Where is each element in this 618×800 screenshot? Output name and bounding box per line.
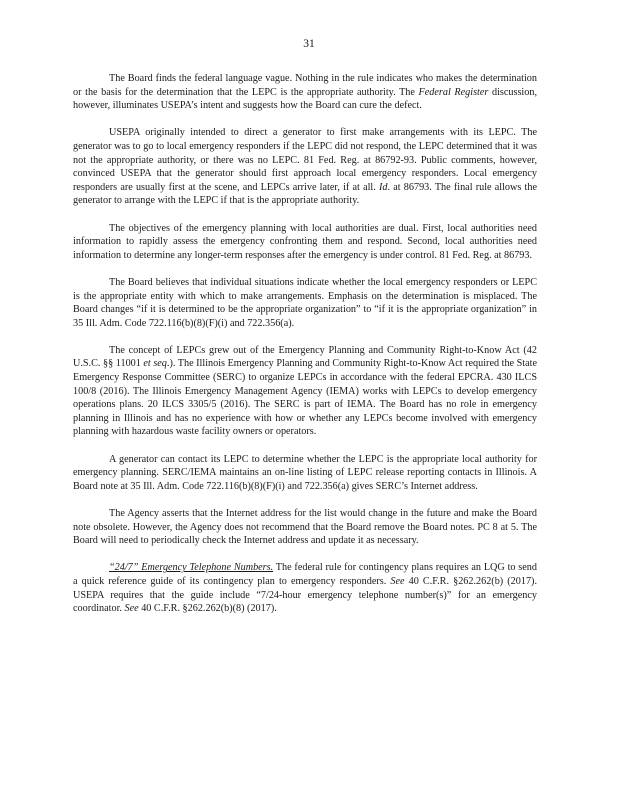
paragraph-text: The Board believes that individual situations indicate whether the local emergency responders or LEPC is the appropriate entity with which to make arrangements. Emphasis on the determination is misplaced. The Board changes “if it is determined to be the appropriate organization” to “if it is the appropriate organization” in 35 Ill. Adm. Code 722.116(b)(8)(F)(i) and 722.356(a).: [73, 276, 537, 329]
italic-text: See: [390, 575, 405, 587]
paragraph-text: discussion, however, illuminates USEPA’s intent and suggests how the Board can cure the defect.: [73, 86, 537, 112]
section-heading: “24/7” Emergency Telephone Numbers.: [109, 562, 274, 574]
paragraph-text: 40 C.F.R. §262.262(b)(8) (2017).: [138, 603, 277, 615]
paragraph: [73, 276, 537, 330]
page-number: 31: [303, 38, 315, 50]
paragraph-text: The Agency asserts that the Internet address for the list would change in the future and make the Board note obsolete. However, the Agency does not recommend that the Board remove the Board notes. PC 8 at 5. The Board will need to periodically check the Internet address and update it as necessary.: [73, 508, 537, 547]
paragraph-text: The concept of LEPCs grew out of the Emergency Planning and Community Right-to-Know Act (42 U.S.C. §§ 11001: [73, 344, 537, 370]
paragraph-text: A generator can contact its LEPC to determine whether the LEPC is the appropriate local authority for emergency planning. SERC/IEMA maintains an on-line listing of LEPC release reporting contacts in Illinois. A Board note at 35 Ill. Adm. Code 722.116(b)(8)(F)(i) and 722.356(a) gives SERC’s Internet address.: [73, 453, 537, 492]
italic-text: Federal Register: [418, 86, 489, 98]
document-body: [73, 72, 537, 629]
italic-text: Id: [379, 181, 388, 193]
paragraph-text: 40 C.F.R. §262.262(b) (2017). USEPA requires that the guide include “7/24-hour emergency telephone number(s)” for an emergency coordinator.: [73, 575, 537, 615]
italic-text: et seq: [143, 358, 167, 370]
paragraph-text: The federal rule for contingency plans requires an LQG to send a quick reference guide of its contingency plan to emergency responders.: [73, 562, 537, 587]
paragraph: [73, 561, 537, 615]
paragraph-text: . at 86793. The final rule allows the generator to arrange with the LEPC if that is the appropriate authority.: [73, 181, 537, 207]
paragraph-text: The objectives of the emergency planning with local authorities are dual. First, local authorities need information to rapidly assess the emergency confronting them and respond. Second, local authorities need information to determine any longer-term responses after the emergency is under control. 81 Fed. Reg. at 86793.: [73, 222, 537, 261]
paragraph: [73, 126, 537, 208]
paragraph: [73, 222, 537, 263]
italic-text: See: [124, 603, 139, 615]
paragraph: [73, 507, 537, 548]
paragraph: [73, 72, 537, 113]
paragraph-text: The Board finds the federal language vague. Nothing in the rule indicates who makes the determination or the basis for the determination that the LEPC is the appropriate authority. The: [73, 73, 537, 98]
paragraph-text: .). The Illinois Emergency Planning and Community Right-to-Know Act required the State Emergency Response Committee (SERC) to organize LEPCs in accordance with the federal EPCRA. 430 ILCS 100/8 (2016). The Illinois Emergency Management Agency (IEMA) works with LEPCs to develop emergency operations plans. 20 ILCS 3305/5 (2016). The SERC is part of IEMA. The Board has no role in emergency planning in Illinois and has no experience with how or whether any LEPCs become involved with emergency planning with hazardous waste facility owners or operators.: [73, 358, 537, 438]
paragraph-text: USEPA originally intended to direct a generator to first make arrangements with its LEPC. The generator was to go to local emergency responders if the LEPC did not respond, the LEPC determined that it was not the appropriate authority, or there was no LEPC. 81 Fed. Reg. at 86792-93. Public comments, however, convinced USEPA that the generator should first approach local emergency responders. Local emergency responders are usually first at the scene, and LEPCs arrive later, if at all.: [73, 127, 537, 193]
paragraph: [73, 344, 537, 439]
paragraph: [73, 453, 537, 494]
